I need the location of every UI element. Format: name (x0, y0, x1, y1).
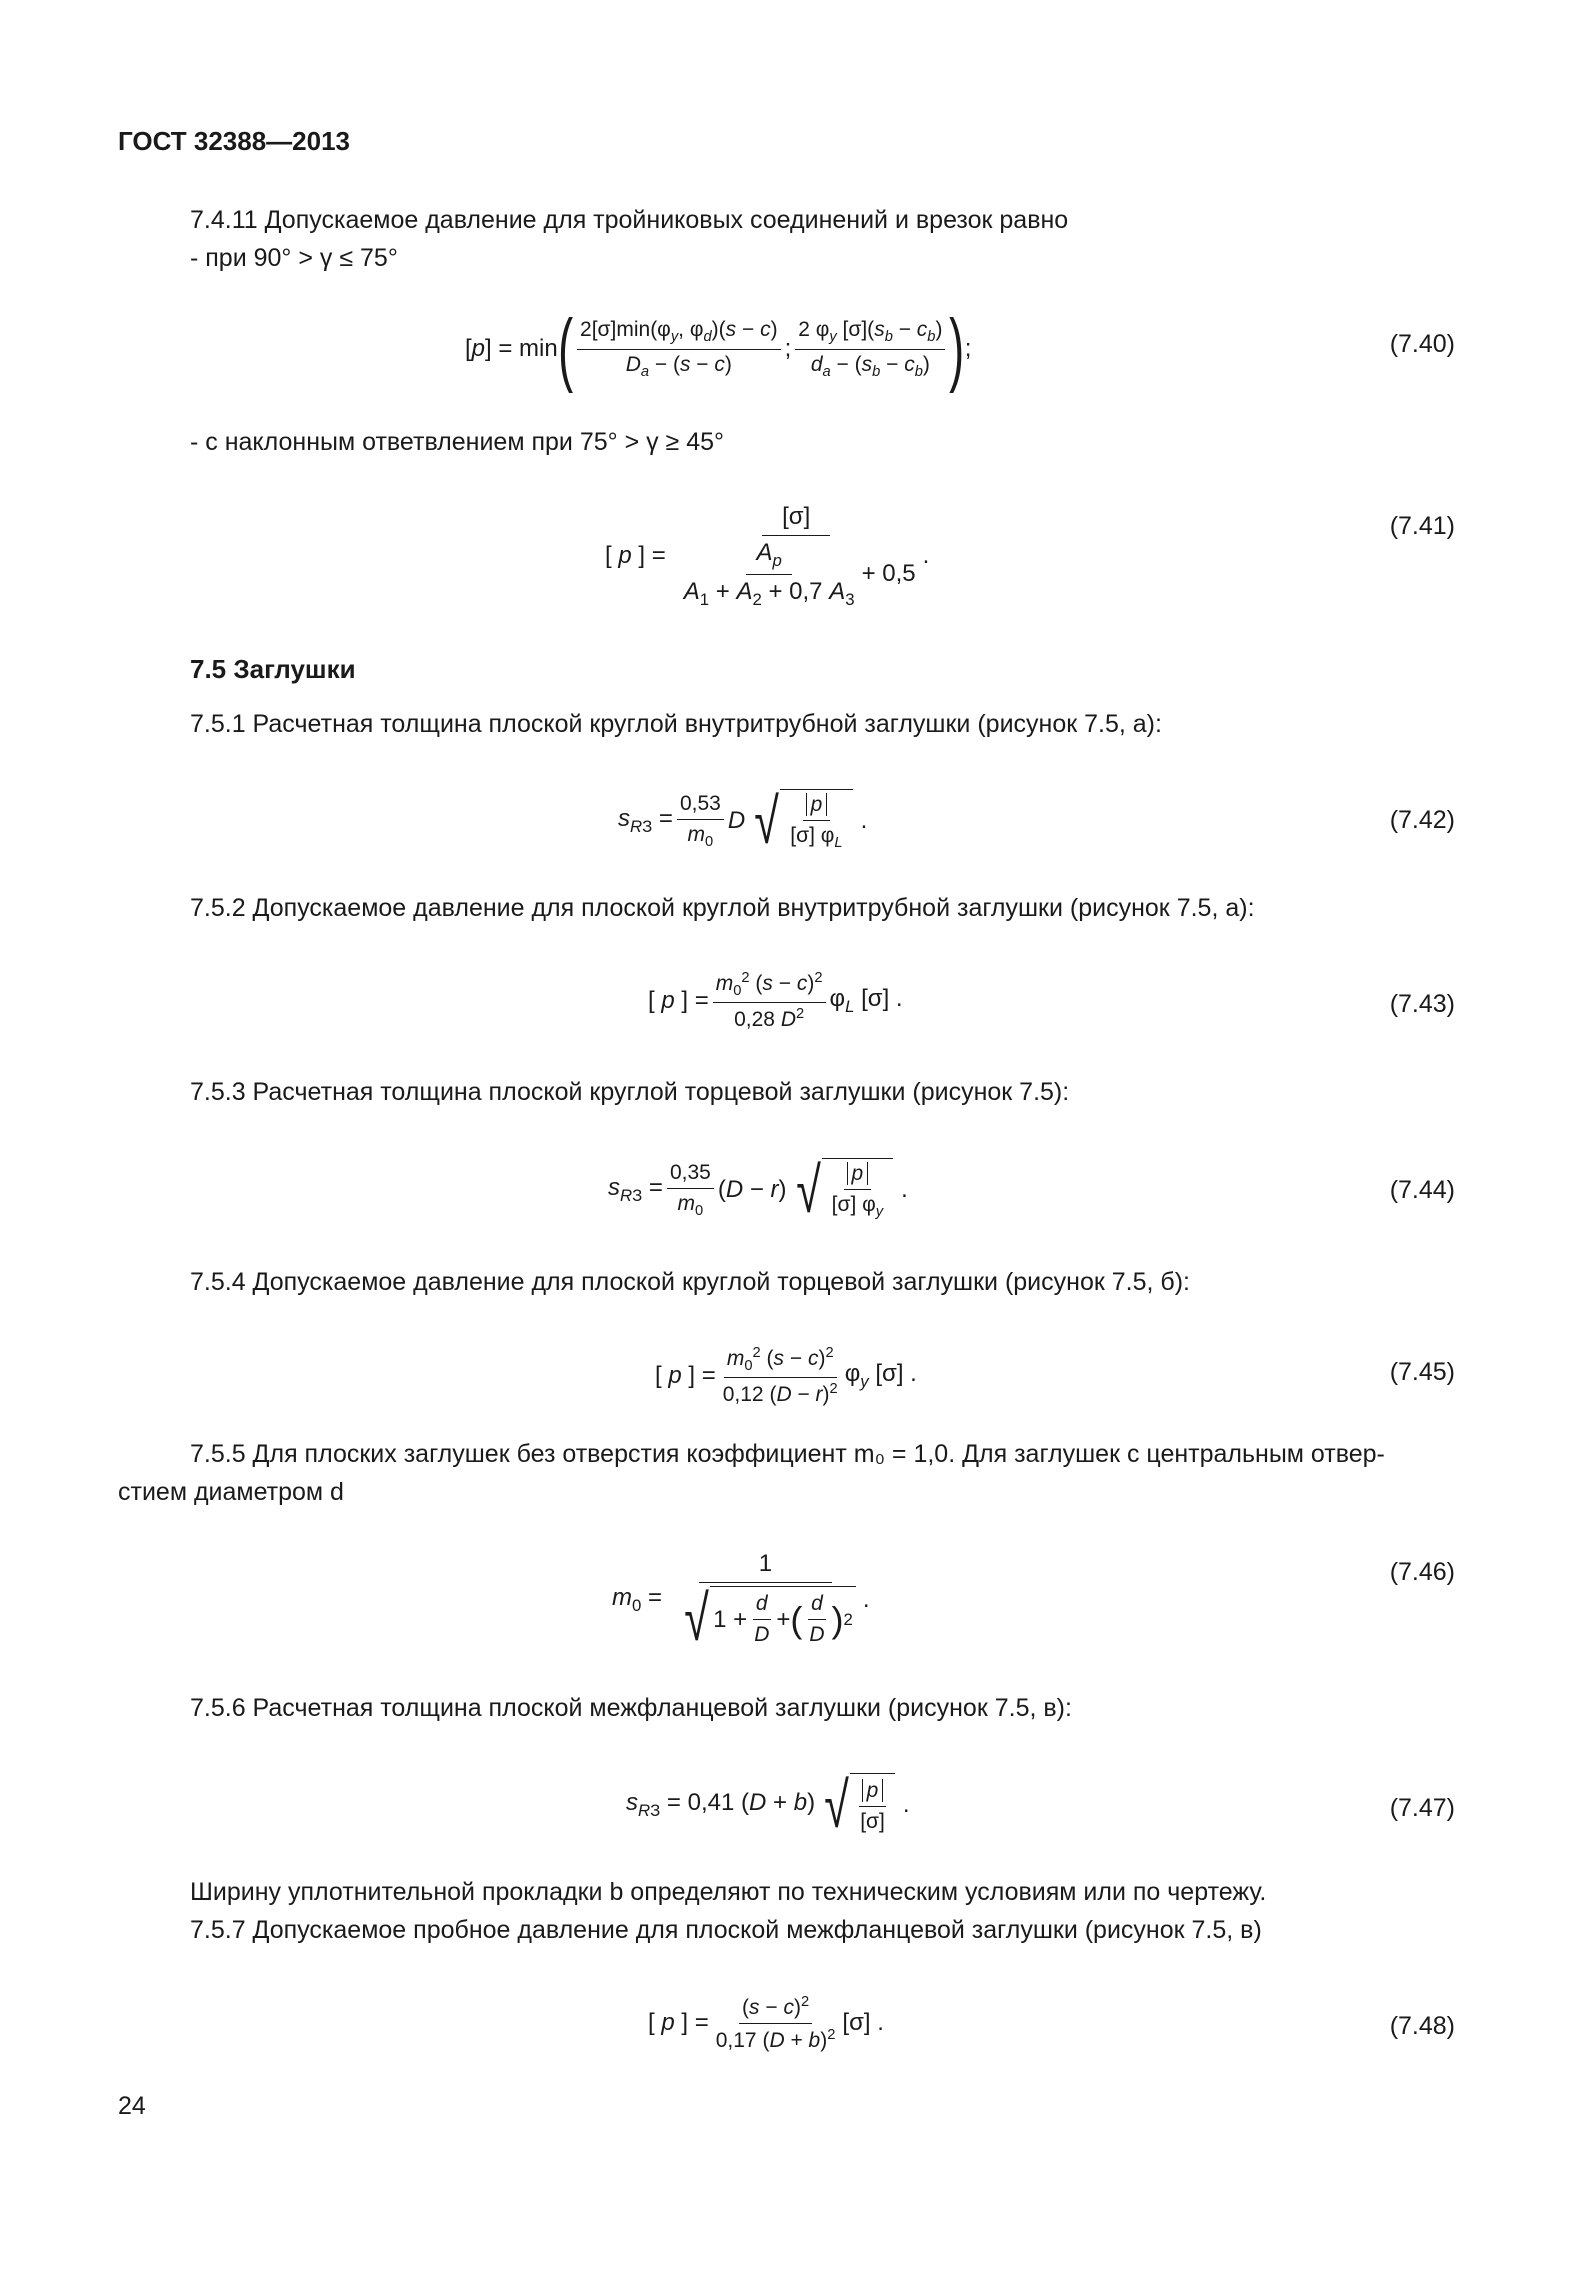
formula-7-47: $s_{RЗ} = 0,41$ (D + b) √ $\frac{p}{[\sigma]}$ . (626, 1769, 910, 1841)
document-header: ГОСТ 32388—2013 (118, 126, 350, 156)
formula-7-40: [p] = min ( $\frac{2[\sigma]\min(\varphi_y, \varphi_d)(s - c)}{D_a - (s - c)}$ ; $\frac{2 \varphi_y [\sigma](s_b - c_b)}{d_a - (s_b - c_b)}$ ) ; (465, 303, 972, 394)
paragraph-7-5-2: 7.5.2 Допускаемое давление для плоской круглой внутритрубной заглушки (рисунок 7.5, а): (190, 894, 1255, 922)
page-number: 24 (118, 2092, 146, 2120)
equation-number: (7.42) (1389, 806, 1455, 834)
paragraph-7-4-11: 7.4.11 Допускаемое давление для тройниковых соединений и врезок равно (190, 206, 1069, 234)
paragraph-7-5-5: 7.5.5 Для плоских заглушек без отверстия коэффициент m₀ = 1,0. Для заглушек с центральным отвер- (190, 1440, 1385, 1468)
equation-number: (7.46) (1389, 1558, 1455, 1586)
paragraph-7-5-6: 7.5.6 Расчетная толщина плоской межфланцевой заглушки (рисунок 7.5, в): (190, 1694, 1072, 1722)
paragraph-gasket-width: Ширину уплотнительной прокладки b определяют по техническим условиям или по чертежу. (190, 1878, 1267, 1906)
formula-7-41: [ p ] = [σ] $\frac{A_p}{A_1 + A_2 + 0,7 A_3}$ + 0,5 . (605, 502, 930, 609)
paragraph-7-5-5-continued: стием диаметром d (118, 1478, 344, 1506)
formula-7-48: [ p ] = $\frac{(s - c)^2}{0,17 (D + b)^2}$ [σ] . (648, 1993, 884, 2052)
formula-7-46: $m_0$ = 1 √ 1 + $\frac{d}{D}$ + ( $\frac{d}{D}$ ) 2 . (612, 1550, 870, 1654)
equation-number: (7.43) (1389, 990, 1455, 1018)
equation-number: (7.47) (1389, 1794, 1455, 1822)
equation-number: (7.45) (1389, 1358, 1455, 1386)
paragraph-7-5-4: 7.5.4 Допускаемое давление для плоской круглой торцевой заглушки (рисунок 7.5, б): (190, 1268, 1190, 1296)
formula-7-45: [ p ] = $\frac{m_0^2 (s - c)^2}{0,12 (D - r)^2}$ $\varphi_y$ [σ] . (655, 1344, 917, 1407)
paragraph-7-5-7: 7.5.7 Допускаемое пробное давление для плоской межфланцевой заглушки (рисунок 7.5, в) (190, 1916, 1262, 1944)
equation-number: (7.44) (1389, 1176, 1455, 1204)
formula-7-42: $s_{RЗ}$ = $\frac{0,53}{m_0}$ D √ $\frac{p}{[\sigma] \varphi_L}$ . (618, 785, 868, 857)
paragraph-7-5-1: 7.5.1 Расчетная толщина плоской круглой внутритрубной заглушки (рисунок 7.5, а): (190, 710, 1162, 738)
equation-number: (7.41) (1389, 512, 1455, 540)
condition-text: - с наклонным ответвлением при 75° > γ ≥ 45° (190, 428, 725, 456)
formula-7-43: [ p ] = $\frac{m_0^2 (s - c)^2}{0,28 D^2}$ $\varphi_L$ [σ] . (648, 969, 903, 1032)
equation-number: (7.48) (1389, 2012, 1455, 2040)
paragraph-7-5-3: 7.5.3 Расчетная толщина плоской круглой торцевой заглушки (рисунок 7.5): (190, 1078, 1070, 1106)
section-heading: 7.5 Заглушки (190, 654, 356, 684)
condition-text: - при 90° > γ ≤ 75° (190, 244, 398, 272)
formula-7-44: $s_{RЗ}$ = $\frac{0,35}{m_0}$ (D − r) √ $\frac{p}{[\sigma] \varphi_y}$ . (608, 1154, 908, 1226)
equation-number: (7.40) (1389, 330, 1455, 358)
